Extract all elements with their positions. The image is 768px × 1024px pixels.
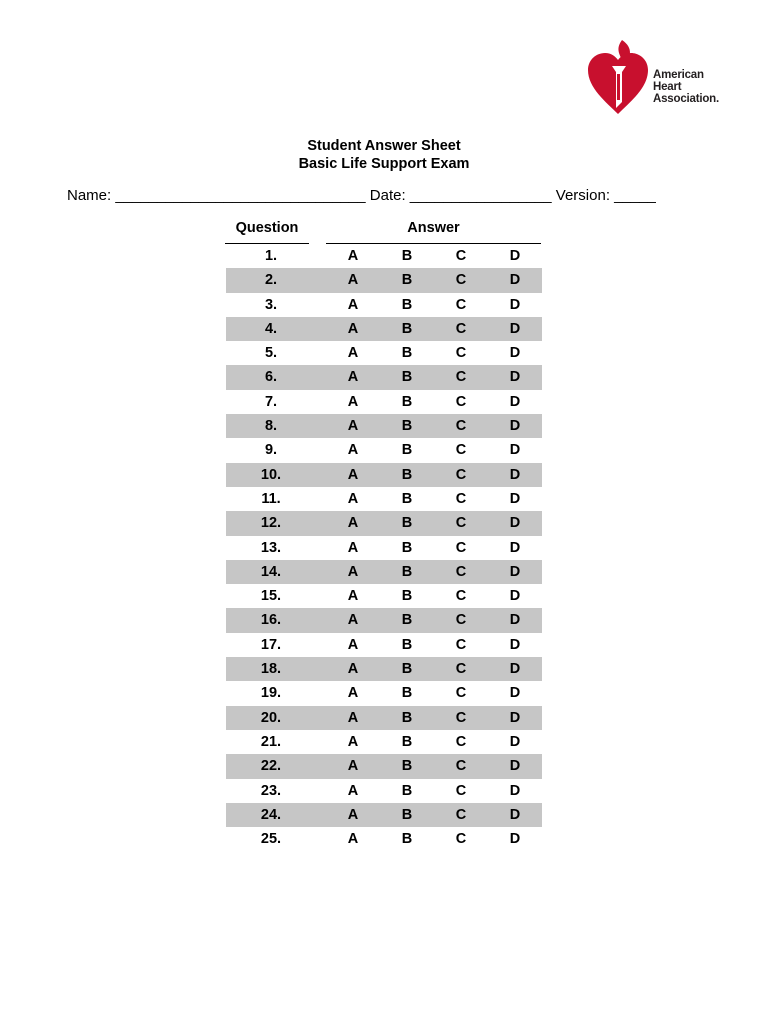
question-number: 19. bbox=[260, 685, 282, 702]
choice-b[interactable]: B bbox=[401, 709, 413, 726]
choice-a[interactable]: A bbox=[347, 636, 359, 653]
choice-a[interactable]: A bbox=[347, 758, 359, 775]
question-number: 4. bbox=[264, 320, 278, 337]
choice-c[interactable]: C bbox=[455, 515, 467, 532]
table-row bbox=[226, 827, 542, 851]
choice-c[interactable]: C bbox=[455, 369, 467, 386]
question-number: 7. bbox=[264, 393, 278, 410]
sheet-title: Student Answer Sheet bbox=[307, 138, 461, 154]
answer-table bbox=[226, 244, 542, 851]
choice-a[interactable]: A bbox=[347, 588, 359, 605]
choice-c[interactable]: C bbox=[455, 685, 467, 702]
table-row bbox=[226, 414, 542, 438]
choice-c[interactable]: C bbox=[455, 758, 467, 775]
choice-b[interactable]: B bbox=[401, 661, 413, 678]
choice-c[interactable]: C bbox=[455, 563, 467, 580]
question-number: 16. bbox=[260, 612, 282, 629]
choice-d[interactable]: D bbox=[509, 709, 521, 726]
choice-a[interactable]: A bbox=[347, 418, 359, 435]
choice-c[interactable]: C bbox=[455, 831, 467, 848]
choice-a[interactable]: A bbox=[347, 393, 359, 410]
table-row bbox=[226, 438, 542, 462]
question-number: 11. bbox=[261, 490, 281, 507]
logo-line-1: American bbox=[653, 69, 704, 81]
choice-b[interactable]: B bbox=[401, 758, 413, 775]
question-number: 6. bbox=[264, 369, 278, 386]
choice-d[interactable]: D bbox=[509, 272, 521, 289]
choice-a[interactable]: A bbox=[347, 806, 359, 823]
choice-b[interactable]: B bbox=[401, 782, 413, 799]
question-number: 1. bbox=[264, 248, 278, 264]
table-row bbox=[226, 584, 542, 608]
choice-d[interactable]: D bbox=[509, 661, 521, 678]
document-title bbox=[0, 137, 768, 173]
choice-c[interactable]: C bbox=[455, 709, 467, 726]
question-number: 3. bbox=[264, 296, 278, 313]
table-row bbox=[226, 706, 542, 730]
choice-c[interactable]: C bbox=[455, 466, 467, 483]
choice-a[interactable]: A bbox=[347, 661, 359, 678]
choice-d[interactable]: D bbox=[509, 831, 521, 848]
choice-c[interactable]: C bbox=[455, 296, 467, 313]
question-number: 24. bbox=[260, 806, 282, 823]
choice-d[interactable]: D bbox=[509, 685, 521, 702]
question-number: 21. bbox=[260, 733, 282, 750]
choice-c[interactable]: C bbox=[455, 442, 467, 459]
choice-a[interactable]: A bbox=[347, 369, 359, 386]
logo-wordmark bbox=[653, 69, 719, 105]
question-number: 10. bbox=[260, 466, 282, 483]
choice-a[interactable]: A bbox=[347, 296, 359, 313]
choice-d[interactable]: D bbox=[509, 320, 521, 337]
choice-d[interactable]: D bbox=[509, 248, 521, 264]
question-number: 8. bbox=[264, 418, 278, 435]
table-row bbox=[226, 608, 542, 632]
choice-d[interactable]: D bbox=[509, 588, 521, 605]
choice-b[interactable]: B bbox=[401, 539, 413, 556]
choice-a[interactable]: A bbox=[347, 782, 359, 799]
choice-b[interactable]: B bbox=[401, 733, 413, 750]
choice-d[interactable]: D bbox=[509, 636, 521, 653]
choice-a[interactable]: A bbox=[347, 733, 359, 750]
choice-d[interactable]: D bbox=[509, 758, 521, 775]
choice-b[interactable]: B bbox=[401, 612, 413, 629]
choice-a[interactable]: A bbox=[347, 248, 359, 264]
choice-c[interactable]: C bbox=[455, 733, 467, 750]
choice-c[interactable]: C bbox=[455, 248, 467, 264]
logo-line-3: Association. bbox=[653, 93, 719, 105]
choice-c[interactable]: C bbox=[455, 320, 467, 337]
choice-a[interactable]: A bbox=[347, 466, 359, 483]
question-number: 22. bbox=[260, 758, 282, 775]
table-row bbox=[226, 317, 542, 341]
table-row bbox=[226, 779, 542, 803]
choice-c[interactable]: C bbox=[455, 782, 467, 799]
table-row bbox=[226, 390, 542, 414]
table-row bbox=[226, 487, 542, 511]
choice-c[interactable]: C bbox=[455, 272, 467, 289]
choice-b[interactable]: B bbox=[401, 248, 413, 264]
question-number: 13. bbox=[260, 539, 282, 556]
choice-d[interactable]: D bbox=[509, 369, 521, 386]
choice-d[interactable]: D bbox=[509, 806, 521, 823]
choice-b[interactable]: B bbox=[401, 393, 413, 410]
choice-c[interactable]: C bbox=[455, 588, 467, 605]
choice-d[interactable]: D bbox=[509, 296, 521, 313]
choice-d[interactable]: D bbox=[509, 782, 521, 799]
answer-column-header: Answer bbox=[326, 220, 541, 244]
question-number: 18. bbox=[260, 661, 282, 678]
table-row bbox=[226, 730, 542, 754]
choice-d[interactable]: D bbox=[509, 442, 521, 459]
name-date-version-line: Name: ______________________________ Date: _________________ Version: _____ bbox=[67, 187, 656, 204]
question-number: 25. bbox=[260, 831, 282, 848]
choice-b[interactable]: B bbox=[401, 588, 413, 605]
choice-b[interactable]: B bbox=[401, 272, 413, 289]
table-row bbox=[226, 536, 542, 560]
choice-a[interactable]: A bbox=[347, 515, 359, 532]
choice-d[interactable]: D bbox=[509, 563, 521, 580]
choice-b[interactable]: B bbox=[401, 831, 413, 848]
choice-c[interactable]: C bbox=[455, 418, 467, 435]
table-row bbox=[226, 803, 542, 827]
table-row bbox=[226, 341, 542, 365]
table-row bbox=[226, 681, 542, 705]
table-row bbox=[226, 293, 542, 317]
choice-a[interactable]: A bbox=[347, 831, 359, 848]
table-row bbox=[226, 657, 542, 681]
choice-c[interactable]: C bbox=[455, 393, 467, 410]
question-column-header: Question bbox=[225, 220, 309, 244]
choice-b[interactable]: B bbox=[401, 806, 413, 823]
question-number: 17. bbox=[260, 636, 282, 653]
question-number: 15. bbox=[260, 588, 282, 605]
table-row bbox=[226, 268, 542, 292]
choice-b[interactable]: B bbox=[401, 418, 413, 435]
table-row bbox=[226, 463, 542, 487]
choice-d[interactable]: D bbox=[509, 393, 521, 410]
choice-d[interactable]: D bbox=[509, 490, 521, 507]
choice-b[interactable]: B bbox=[401, 296, 413, 313]
choice-b[interactable]: B bbox=[401, 490, 413, 507]
choice-b[interactable]: B bbox=[401, 515, 413, 532]
choice-a[interactable]: A bbox=[347, 563, 359, 580]
choice-b[interactable]: B bbox=[401, 636, 413, 653]
choice-a[interactable]: A bbox=[347, 539, 359, 556]
choice-a[interactable]: A bbox=[347, 320, 359, 337]
choice-c[interactable]: C bbox=[455, 661, 467, 678]
question-number: 14. bbox=[260, 563, 282, 580]
exam-title: Basic Life Support Exam bbox=[298, 156, 470, 172]
table-row bbox=[226, 560, 542, 584]
question-number: 23. bbox=[260, 782, 282, 799]
logo-line-2: Heart bbox=[653, 81, 682, 93]
choice-d[interactable]: D bbox=[509, 418, 521, 435]
choice-c[interactable]: C bbox=[455, 345, 467, 362]
choice-c[interactable]: C bbox=[455, 612, 467, 629]
choice-a[interactable]: A bbox=[347, 709, 359, 726]
choice-a[interactable]: A bbox=[347, 272, 359, 289]
choice-b[interactable]: B bbox=[401, 369, 413, 386]
choice-a[interactable]: A bbox=[347, 490, 359, 507]
question-number: 20. bbox=[260, 709, 282, 726]
choice-b[interactable]: B bbox=[401, 345, 413, 362]
table-row bbox=[226, 633, 542, 657]
choice-b[interactable]: B bbox=[401, 442, 413, 459]
choice-c[interactable]: C bbox=[455, 539, 467, 556]
heart-torch-icon bbox=[586, 36, 650, 116]
table-row bbox=[226, 754, 542, 778]
choice-d[interactable]: D bbox=[509, 515, 521, 532]
question-number: 5. bbox=[264, 345, 278, 362]
choice-d[interactable]: D bbox=[509, 466, 521, 483]
choice-b[interactable]: B bbox=[401, 466, 413, 483]
choice-c[interactable]: C bbox=[455, 636, 467, 653]
table-row bbox=[226, 365, 542, 389]
choice-b[interactable]: B bbox=[401, 685, 413, 702]
choice-b[interactable]: B bbox=[401, 563, 413, 580]
choice-a[interactable]: A bbox=[347, 612, 359, 629]
question-number: 2. bbox=[264, 272, 278, 289]
choice-d[interactable]: D bbox=[509, 612, 521, 629]
choice-c[interactable]: C bbox=[455, 806, 467, 823]
choice-c[interactable]: C bbox=[455, 490, 467, 507]
choice-d[interactable]: D bbox=[509, 539, 521, 556]
table-header bbox=[0, 220, 768, 244]
choice-d[interactable]: D bbox=[509, 345, 521, 362]
choice-a[interactable]: A bbox=[347, 345, 359, 362]
table-row bbox=[226, 511, 542, 535]
table-row bbox=[226, 244, 542, 268]
choice-a[interactable]: A bbox=[347, 685, 359, 702]
choice-a[interactable]: A bbox=[347, 442, 359, 459]
choice-d[interactable]: D bbox=[509, 733, 521, 750]
question-number: 9. bbox=[264, 442, 278, 459]
question-number: 12. bbox=[260, 515, 282, 532]
aha-logo bbox=[586, 36, 736, 116]
choice-b[interactable]: B bbox=[401, 320, 413, 337]
